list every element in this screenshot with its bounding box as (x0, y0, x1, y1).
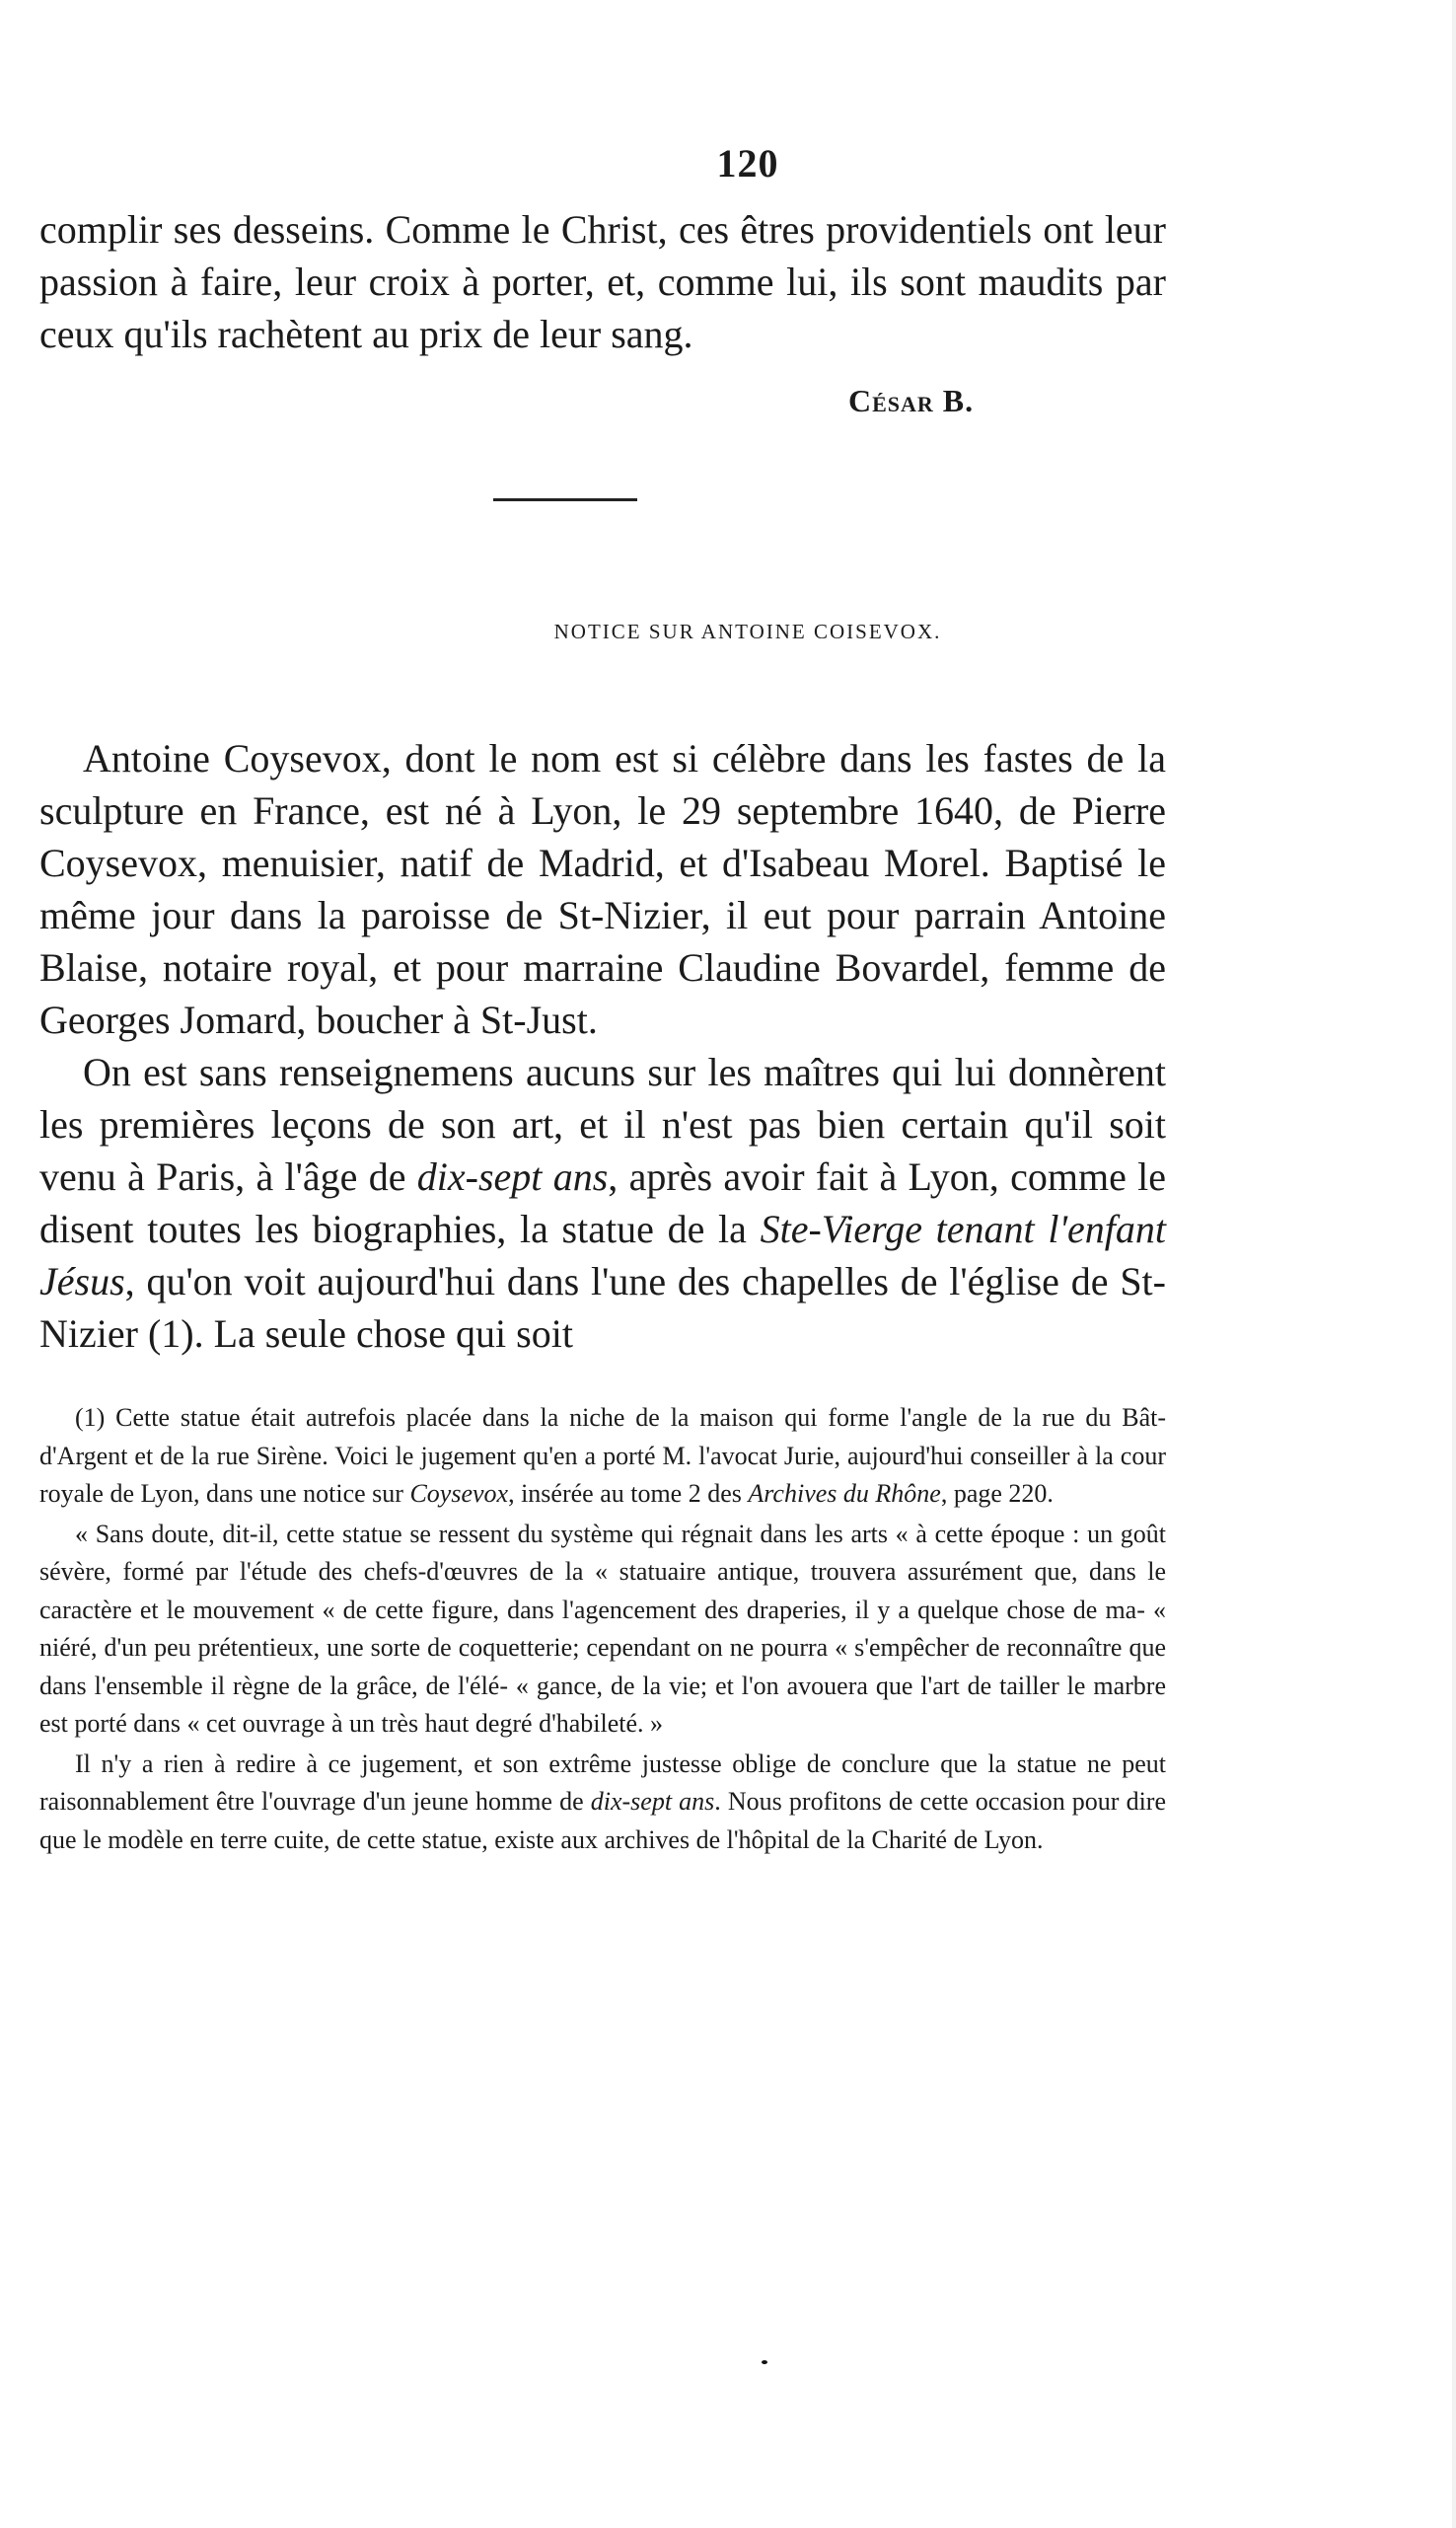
footnote-2-text-1: Il n'y a rien à redire à ce jugement, et son extrême justesse oblige de conclure que la statue ne peut raisonnablement être l'ouvrage d'un jeune homme de (39, 1748, 1166, 1816)
section-divider (493, 498, 637, 501)
signature-initial: B. (942, 383, 975, 418)
footnote-1-text-1: (1) Cette statue était autrefois placée dans la niche de la maison qui forme l'angle de la rue du Bât-d'Argent et de la rue Sirène. Voici le jugement qu'en a porté M. l'avocat Jurie, aujourd'hui conseiller à la cour royale de Lyon, dans une notice sur (39, 1403, 1166, 1508)
page-number: 120 (716, 141, 779, 186)
footnotes (39, 1399, 1166, 1859)
author-signature (848, 383, 974, 419)
lead-paragraph: complir ses desseins. Comme le Christ, ces êtres providentiels ont leur passion à faire, leur croix à porter, et, comme lui, ils sont maudits par ceux qu'ils rachètent au prix de leur sang. (39, 207, 1166, 356)
footnote-1-italic-2: Archives du Rhône (748, 1479, 941, 1508)
body-paragraph-1: Antoine Coysevox, dont le nom est si célèbre dans les fastes de la sculpture en France, est né à Lyon, le 29 septembre 1640, de Pierre Coysevox, menuisier, natif de Madrid, et d'Isabeau Morel. Baptisé le même jour dans la paroisse de St-Nizier, il eut pour parrain Antoine Blaise, notaire royal, et pour marraine Claudine Bovardel, femme de Georges Jomard, boucher à St-Just. (39, 736, 1166, 1042)
footnote-quote: « Sans doute, dit-il, cette statue se ressent du système qui régnait dans les arts « à cette époque : un goût sévère, formé par l'étude des chefs-d'œuvres de la « statuaire antique, trouvera assurément que, dans le caractère et le mouvement « de cette figure, dans l'agencement des draperies, il y a quelque chose de ma- « niéré, d'un peu prétentieux, une sorte de coquetterie; cependant on ne pourra « s'empêcher de reconnaître que dans l'ensemble il règne de la grâce, de l'élé- « gance, de la vie; et l'on avouera que l'art de tailler le marbre est porté dans « cet ouvrage à un très haut degré d'habileté. » (39, 1519, 1166, 1738)
body-paragraph-2-italic-1: dix-sept ans (416, 1154, 609, 1199)
lead-paragraph-block (39, 203, 1166, 360)
section-title: NOTICE SUR ANTOINE COISEVOX. (553, 620, 942, 643)
page-edge (1452, 0, 1456, 2528)
ink-speck (762, 2360, 767, 2364)
body-paragraph-2-text-1: On est sans renseignemens aucuns sur les maîtres qui lui donnèrent les premières leçons de son art, et il n'est pas bien certain qu'il soit venu à Paris, à l'âge de (39, 1050, 1166, 1199)
body-paragraph-2-text-2: , après avoir fait à Lyon, comme le disent toutes les biographies, la statue de la (39, 1154, 1167, 1251)
footnote-1-text-2: , insérée au tome 2 des (508, 1479, 749, 1508)
footnote-2-text-2: . Nous profitons de cette occasion pour dire que le modèle en terre cuite, de cette statue, existe aux archives de l'hôpital de la Charité de Lyon. (39, 1787, 1167, 1854)
signature-name: César (848, 383, 934, 418)
article-body (39, 732, 1166, 1360)
body-paragraph-2-text-3: , qu'on voit aujourd'hui dans l'une des chapelles de l'église de St-Nizier (1). La seule chose qui soit (39, 1259, 1166, 1356)
footnote-2-italic-1: dix-sept ans (590, 1787, 715, 1816)
body-paragraph-2 (39, 1046, 1166, 1360)
footnote-1-text-3: , page 220. (940, 1479, 1054, 1508)
footnote-1 (39, 1399, 1166, 1514)
body-paragraph-2-italic-2: Ste-Vierge tenant l'enfant Jésus (39, 1207, 1167, 1303)
footnote-2 (39, 1746, 1166, 1860)
footnote-1-italic-1: Coysevox (409, 1479, 509, 1508)
